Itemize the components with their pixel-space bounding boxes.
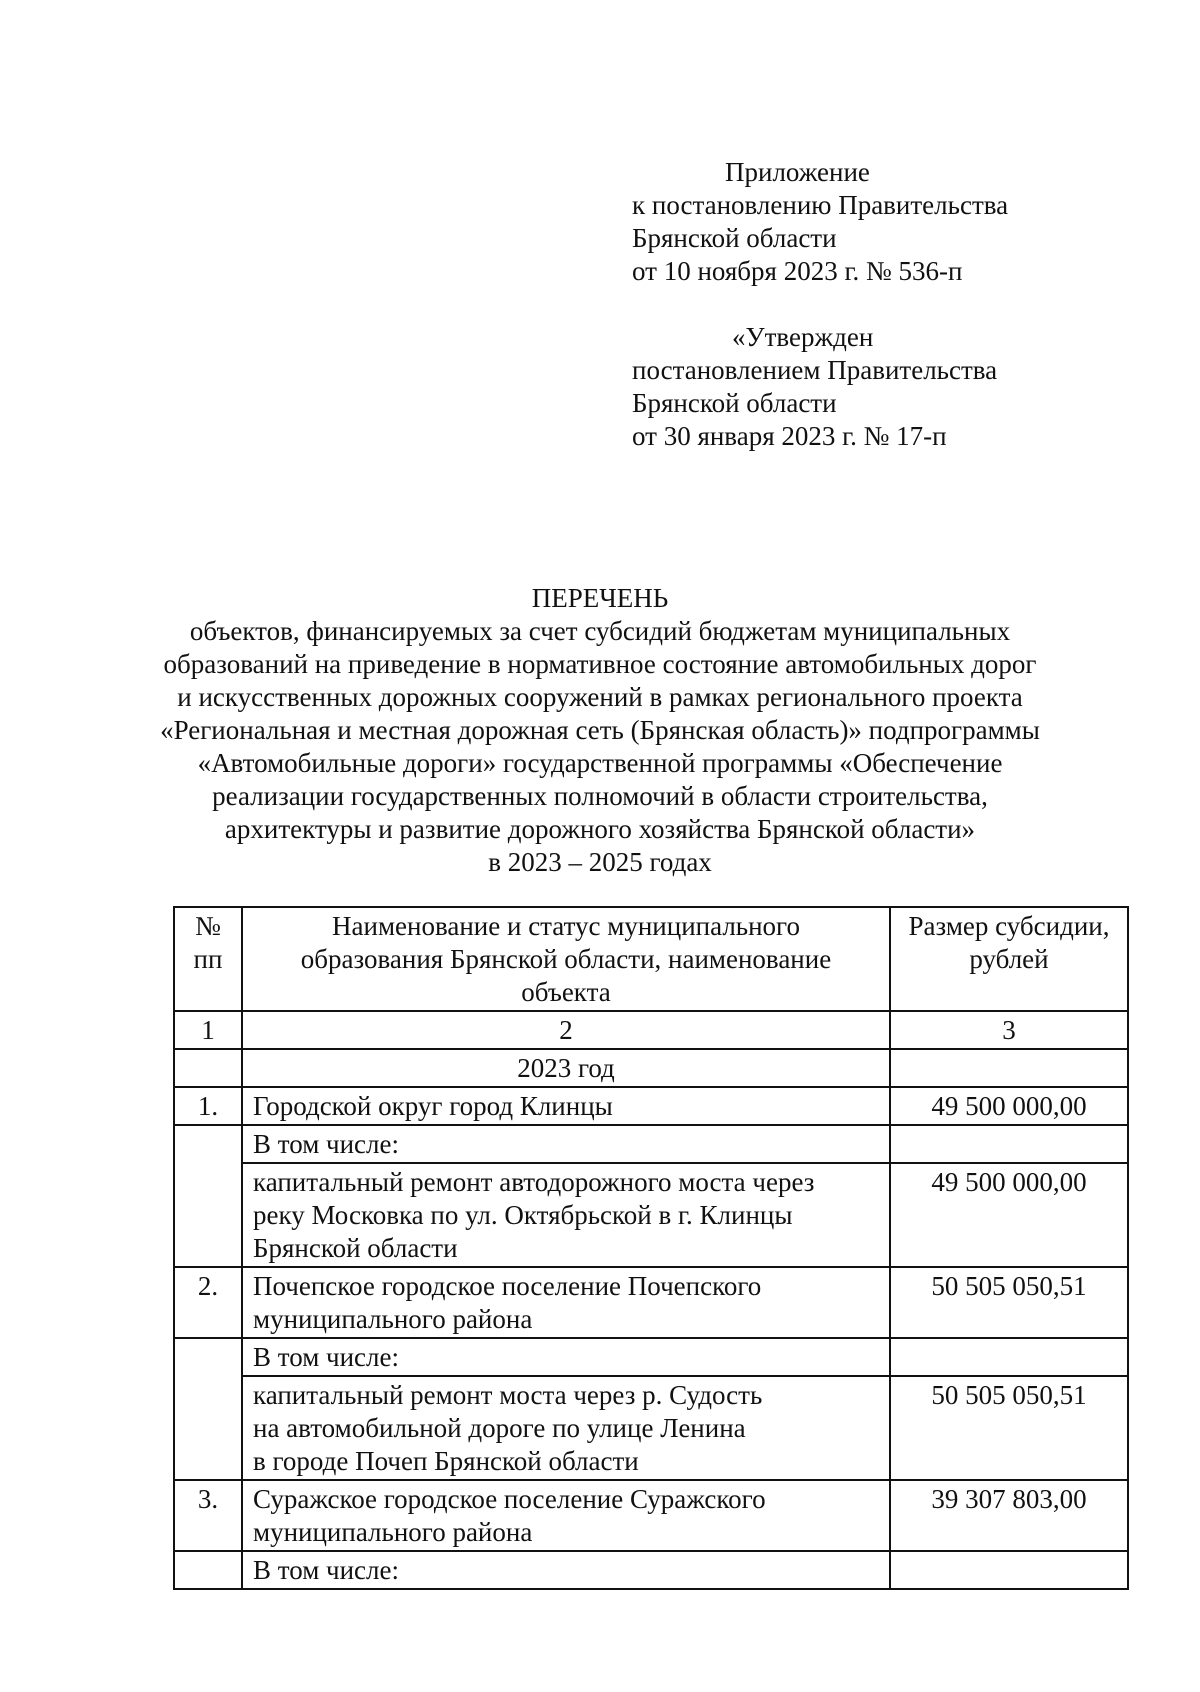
row-number: 1.	[174, 1087, 242, 1125]
appendix-line: Брянской области	[632, 223, 837, 253]
title-line: объектов, финансируемых за счет субсидий бюджетам муниципальных	[189, 616, 1011, 646]
year-row	[174, 1049, 1128, 1087]
header-amount-cell	[890, 907, 1128, 1011]
column-number: 1	[174, 1011, 242, 1049]
row-name-line: муниципального района	[253, 1517, 533, 1547]
header-text: Размер субсидии,	[908, 911, 1110, 941]
row-amount: 49 500 000,00	[890, 1163, 1128, 1267]
appendix-block	[632, 156, 1008, 288]
row-number: 2.	[174, 1267, 242, 1338]
approval-line: от 30 января 2023 г. № 17-п	[632, 421, 947, 451]
table-row	[174, 1376, 1128, 1480]
row-name-line: на автомобильной дороге по улице Ленина	[253, 1413, 746, 1443]
row-amount	[890, 1125, 1128, 1163]
title-heading: ПЕРЕЧЕНЬ	[531, 583, 669, 613]
table-header-row	[174, 907, 1128, 1011]
row-name	[242, 1376, 890, 1480]
row-amount: 49 500 000,00	[890, 1087, 1128, 1125]
approval-line: Брянской области	[632, 388, 837, 418]
row-amount	[890, 1551, 1128, 1589]
row-name-line: Городской округ город Клинцы	[253, 1091, 613, 1121]
empty-cell	[890, 1049, 1128, 1087]
row-name-line: В том числе:	[253, 1555, 399, 1585]
row-number	[174, 1551, 242, 1589]
row-name-line: В том числе:	[253, 1129, 399, 1159]
row-name-line: Почепское городское поселение Почепского	[253, 1271, 762, 1301]
title-line: образований на приведение в нормативное состояние автомобильных дорог	[163, 649, 1037, 679]
row-name-line: капитальный ремонт автодорожного моста через	[253, 1167, 815, 1197]
table-row	[174, 1267, 1128, 1338]
header-name-cell	[242, 907, 890, 1011]
row-amount	[890, 1338, 1128, 1376]
row-number	[174, 1338, 242, 1376]
title-line: «Региональная и местная дорожная сеть (Брянская область)» подпрограммы	[160, 715, 1040, 745]
header-text: рублей	[969, 944, 1049, 974]
row-name	[242, 1551, 890, 1589]
row-name	[242, 1480, 890, 1551]
year-label: 2023 год	[242, 1049, 890, 1087]
header-text: Наименование и статус муниципального	[332, 911, 800, 941]
empty-cell	[174, 1049, 242, 1087]
column-number-row	[174, 1011, 1128, 1049]
approval-line: постановлением Правительства	[632, 355, 998, 385]
column-number: 2	[242, 1011, 890, 1049]
row-name	[242, 1267, 890, 1338]
column-number: 3	[890, 1011, 1128, 1049]
appendix-line: Приложение	[725, 157, 870, 187]
document-title	[0, 582, 1200, 879]
row-name	[242, 1338, 890, 1376]
row-number	[174, 1125, 242, 1163]
table-row	[174, 1163, 1128, 1267]
appendix-line: к постановлению Правительства	[632, 190, 1009, 220]
table-row	[174, 1551, 1128, 1589]
approval-line: «Утвержден	[732, 322, 874, 352]
title-line: «Автомобильные дороги» государственной программы «Обеспечение	[197, 748, 1003, 778]
title-line: архитектуры и развитие дорожного хозяйства Брянской области»	[224, 814, 976, 844]
table-row	[174, 1087, 1128, 1125]
row-amount: 39 307 803,00	[890, 1480, 1128, 1551]
row-number	[174, 1163, 242, 1267]
header-num-cell	[174, 907, 242, 1011]
title-line: в 2023 – 2025 годах	[488, 847, 712, 877]
appendix-line: от 10 ноября 2023 г. № 536-п	[632, 256, 963, 286]
row-name-line: капитальный ремонт моста через р. Судость	[253, 1380, 763, 1410]
row-amount: 50 505 050,51	[890, 1376, 1128, 1480]
header-text: образования Брянской области, наименование	[300, 944, 832, 974]
title-line: и искусственных дорожных сооружений в рамках регионального проекта	[177, 682, 1023, 712]
row-number: 3.	[174, 1480, 242, 1551]
row-name-line: муниципального района	[253, 1304, 533, 1334]
header-text: объекта	[521, 977, 611, 1007]
table-row	[174, 1338, 1128, 1376]
subsidy-table	[173, 906, 1129, 1590]
row-name	[242, 1163, 890, 1267]
row-number	[174, 1376, 242, 1480]
header-text: пп	[193, 944, 223, 974]
approval-block	[632, 321, 997, 453]
row-name-line: Суражское городское поселение Суражского	[253, 1484, 766, 1514]
row-name-line: Брянской области	[253, 1233, 458, 1263]
row-name	[242, 1125, 890, 1163]
row-amount: 50 505 050,51	[890, 1267, 1128, 1338]
row-name	[242, 1087, 890, 1125]
row-name-line: В том числе:	[253, 1342, 399, 1372]
row-name-line: реку Московка по ул. Октябрьской в г. Клинцы	[253, 1200, 793, 1230]
header-text: №	[195, 911, 221, 941]
row-name-line: в городе Почеп Брянской области	[253, 1446, 639, 1476]
table-row	[174, 1480, 1128, 1551]
table-row	[174, 1125, 1128, 1163]
title-line: реализации государственных полномочий в области строительства,	[212, 781, 988, 811]
